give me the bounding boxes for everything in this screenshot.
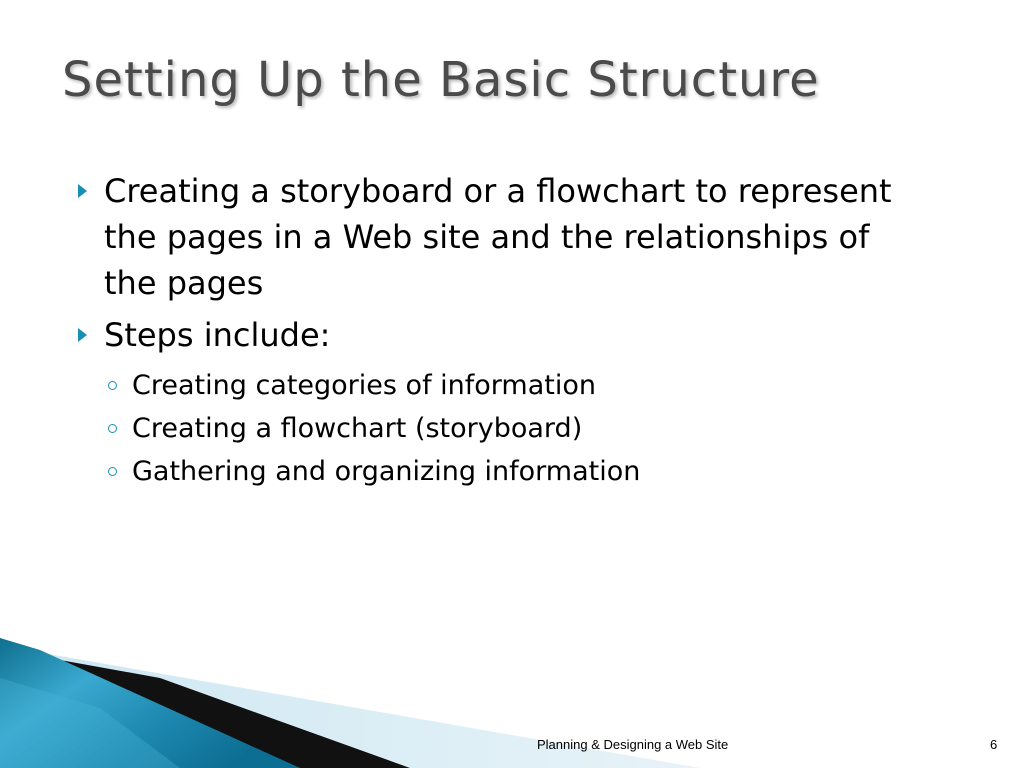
sub-bullet-item <box>72 364 912 407</box>
slide-title: Setting Up the Basic Structure <box>62 52 820 108</box>
bullet-item <box>72 168 912 306</box>
hollow-circle-icon <box>108 381 117 390</box>
hollow-circle-icon <box>108 467 117 476</box>
sub-bullet-text: Creating categories of information <box>132 370 596 401</box>
bullet-item <box>72 312 912 358</box>
sub-bullet-text: Creating a flowchart (storyboard) <box>132 413 583 444</box>
bullet-text: Steps include: <box>104 316 331 354</box>
sub-bullet-item <box>72 407 912 450</box>
slide-content <box>72 168 912 493</box>
sub-bullet-text: Gathering and organizing information <box>132 456 641 487</box>
hollow-circle-icon <box>108 424 117 433</box>
triangle-right-icon <box>78 328 87 342</box>
sub-bullet-item <box>72 450 912 493</box>
page-number: 6 <box>990 737 998 752</box>
bullet-text: Creating a storyboard or a flowchart to represent the pages in a Web site and the relationships of the pages <box>104 172 892 302</box>
sub-bullet-list <box>72 364 912 493</box>
footer-text: Planning & Designing a Web Site <box>537 737 729 752</box>
triangle-right-icon <box>78 184 87 198</box>
decorative-swoosh <box>0 638 1024 768</box>
